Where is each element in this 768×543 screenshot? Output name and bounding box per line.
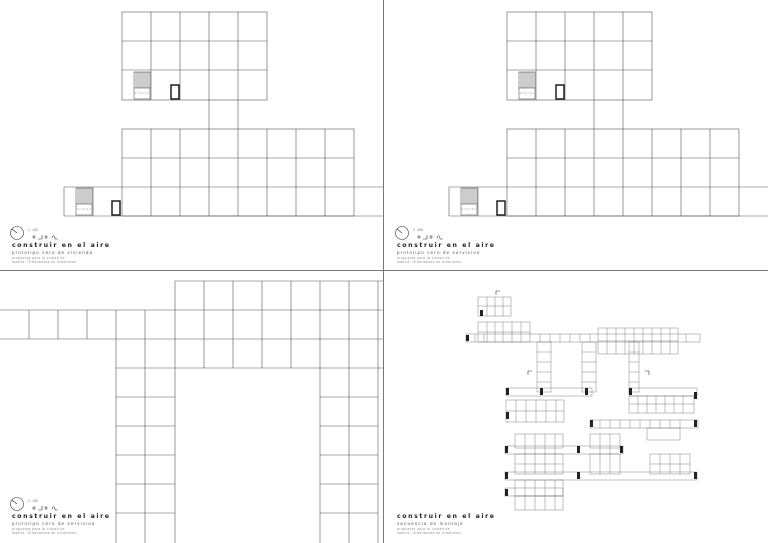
- panel-b-note-1: propuesta para la ciudad de: [397, 256, 451, 260]
- panel-a-scale: 1 : 100: [28, 228, 38, 232]
- panel-a-plan: [64, 12, 383, 216]
- panel-b-title: construir en el aire: [397, 242, 496, 249]
- panel-b-scale: 1 : 100: [413, 228, 423, 232]
- panel-a-door-lower: [112, 201, 120, 215]
- panel-b-door-upper: [556, 85, 564, 99]
- panel-c-plan: [0, 281, 383, 543]
- panel-d-note-1: propuesta para la ciudad de: [397, 527, 451, 531]
- panel-c-title: construir en el aire: [12, 513, 111, 520]
- panel-c-note-2: madrid, Ordenanzas de urbanismo: [12, 531, 77, 535]
- panel-b-note-2: madrid, Ordenanzas de urbanismo: [397, 260, 462, 264]
- panel-d-dark-marks: [466, 310, 697, 496]
- panel-a-note-2: madrid, Ordenanzas de urbanismo: [12, 260, 77, 264]
- panel-b-door-lower: [497, 201, 505, 215]
- panel-d-sequence: [466, 297, 700, 510]
- panel-a-subtitle: prototipo cero de vivienda: [12, 250, 94, 255]
- panel-a-note-1: propuesta para la ciudad de: [12, 256, 66, 260]
- panel-d-subtitle: secuencia de montaje: [397, 521, 464, 526]
- panel-b-subtitle: prototipo cero de servicios: [397, 250, 481, 255]
- panel-c-note-1: propuesta para la ciudad de: [12, 527, 66, 531]
- panel-a-stair-lower: [76, 188, 92, 215]
- panel-a-stair-upper: [134, 72, 150, 99]
- panel-a-title: construir en el aire: [12, 242, 111, 249]
- panel-d-corner-marks: [496, 291, 649, 375]
- panel-b-stair-lower: [461, 188, 477, 215]
- panel-b-stair-upper: [519, 72, 535, 99]
- panel-c-subtitle: prototipo cero de servicios: [12, 521, 96, 526]
- panel-d-title: construir en el aire: [397, 513, 496, 520]
- panel-d-note-2: madrid, Ordenanzas de urbanismo: [397, 531, 462, 535]
- panel-a-door-upper: [171, 85, 179, 99]
- panel-b-plan: [449, 12, 768, 216]
- panel-c-scale: 1 : 100: [28, 499, 38, 503]
